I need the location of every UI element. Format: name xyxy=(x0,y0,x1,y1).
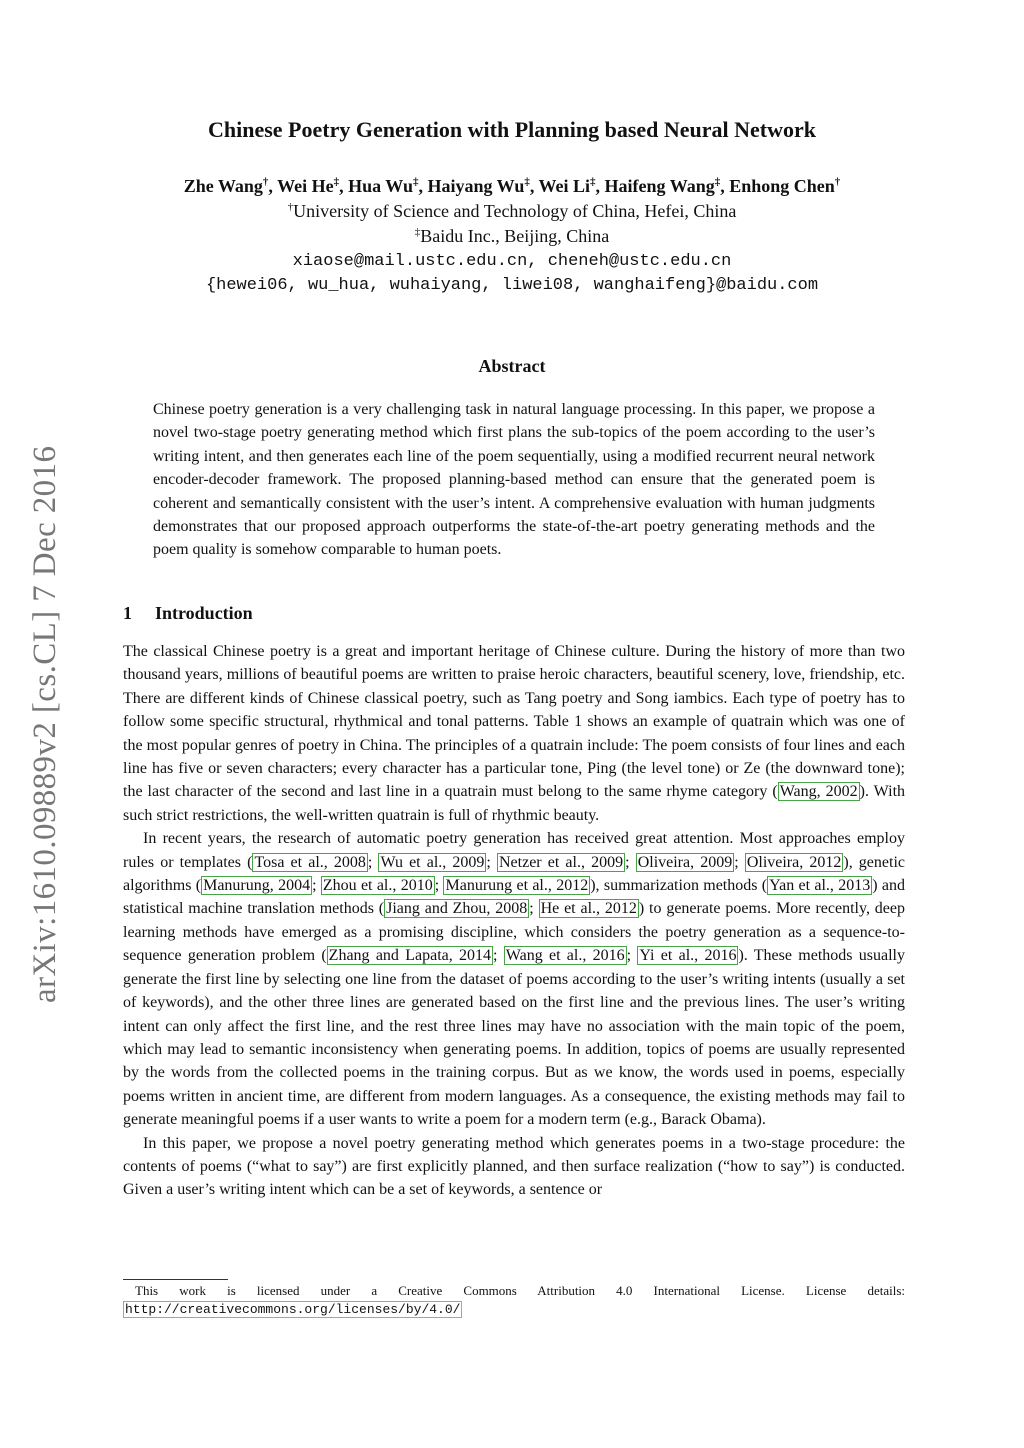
section-title: Introduction xyxy=(155,603,253,623)
affiliation-text: Baidu Inc., Beijing, China xyxy=(420,226,610,246)
license-url-link[interactable]: http://creativecommons.org/licenses/by/4.0/ xyxy=(125,1301,461,1317)
citation-link[interactable]: Zhou et al., 2010 xyxy=(322,877,433,895)
section-number: 1 xyxy=(123,603,132,623)
paragraph-text: ; xyxy=(434,877,444,895)
author-affiliation-mark: † xyxy=(834,176,841,188)
citation-link[interactable]: Oliveira, 2009 xyxy=(637,853,733,871)
citation-link[interactable]: Oliveira, 2012 xyxy=(746,853,842,871)
citation-link[interactable]: Manurung, 2004 xyxy=(203,877,311,895)
affiliation-mark: † xyxy=(287,201,294,213)
author-name: Hua Wu xyxy=(348,176,413,196)
paragraph-text: ) and statistical machine translation methods ( xyxy=(123,877,906,918)
paragraph-text: ), genetic algorithms ( xyxy=(123,853,906,895)
citation-link[interactable]: Wang, 2002 xyxy=(779,783,858,801)
citation-link[interactable]: Wang et al., 2016 xyxy=(505,947,625,965)
citation-link[interactable]: Manurung et al., 2012 xyxy=(445,877,589,895)
author-affiliation-mark: ‡ xyxy=(333,176,340,188)
author-affiliation-mark: ‡ xyxy=(714,176,721,188)
paragraph-text: ; xyxy=(486,853,497,871)
author-affiliation-mark: † xyxy=(262,176,269,188)
author-name: Enhong Chen xyxy=(729,176,835,196)
author-separator: , xyxy=(595,176,605,196)
paragraph-text: The classical Chinese poetry is a great and important heritage of Chinese culture. During the history of more than two thousand years, millions of beautiful poems are written to praise heroic characters, beautiful scenery, love, friendship, etc. There are different kinds of Chinese classical poetry, such as Tang poetry and Song iambics. Each type of poetry has to follow some specific structural, rhythmical and tonal patterns. Table 1 shows an example of quatrain which was one of the most popular genres of poetry in China. The principles of a quatrain include: The poem consists of four lines and each line has five or seven characters; every character has a particular tone, Ping (the level tone) or Ze (the downward tone); the last character of the second and last line in a quatrain must belong to the same rhyme category ( xyxy=(123,643,905,801)
citation-link[interactable]: He et al., 2012 xyxy=(540,900,637,918)
section-heading xyxy=(123,603,253,624)
arxiv-identifier: arXiv:1610.09889v2 [cs.CL] 7 Dec 2016 xyxy=(27,445,63,1003)
citation-link[interactable]: Jiang and Zhou, 2008 xyxy=(386,900,528,918)
paragraph xyxy=(123,640,905,827)
citation-link[interactable]: Wu et al., 2009 xyxy=(380,853,485,871)
citation-link[interactable]: Tosa et al., 2008 xyxy=(254,853,366,871)
author-separator: , xyxy=(418,176,428,196)
paragraph-text: ; xyxy=(312,877,321,895)
paragraph xyxy=(123,1132,905,1202)
author-separator: , xyxy=(529,176,539,196)
affiliation-text: University of Science and Technology of China, Hefei, China xyxy=(293,201,737,221)
paragraph-text: ). With such strict restrictions, the well-written quatrain is full of rhythmic beauty. xyxy=(123,783,906,824)
paragraph-text: ). These methods usually generate the first line by selecting one line from the dataset of poems according to the user’s writing intents (usually a set of keywords), and the other three lines are generated based on the first line and the previous lines. The user’s writing intent can only affect the first line, and the rest three lines may have no association with the main topic of the poem, which may lead to semantic inconsistency when generating poems. In addition, topics of poems are usually represented by the words from the collected poems in the training corpus. But as we know, the words used in poems, especially poems written in ancient time, are different from modern languages. As a consequence, the existing methods may fail to generate meaningful poems if a user wants to write a poem for a modern term (e.g., Barack Obama). xyxy=(123,947,905,1129)
affiliation-ustc xyxy=(0,201,1024,222)
footnote-rule xyxy=(123,1279,228,1280)
email-line-ustc: xiaose@mail.ustc.edu.cn, cheneh@ustc.edu.cn xyxy=(292,252,732,271)
citation-link[interactable]: Netzer et al., 2009 xyxy=(499,853,624,871)
footnote-text: This work is licensed under a Creative Commons Attribution 4.0 International License. License details: xyxy=(135,1283,905,1298)
paragraph-text: ; xyxy=(493,947,504,965)
citation-link[interactable]: Yi et al., 2016 xyxy=(639,947,737,965)
paragraph-text: In this paper, we propose a novel poetry generating method which generates poems in a two-stage procedure: the contents of poems (“what to say”) are first explicitly planned, and then surface realization (“how to say”) is conducted. Given a user’s writing intent which can be a set of keywords, a sentence or xyxy=(123,1134,905,1199)
citation-link[interactable]: Zhang and Lapata, 2014 xyxy=(328,947,492,965)
introduction-body xyxy=(123,640,905,1202)
author-name: Wei He xyxy=(277,176,334,196)
footnote xyxy=(123,1282,905,1318)
paragraph xyxy=(123,827,905,1131)
abstract-heading: Abstract xyxy=(478,356,546,376)
author-name: Haiyang Wu xyxy=(427,176,525,196)
paper-title: Chinese Poetry Generation with Planning based Neural Network xyxy=(207,117,817,142)
author-list xyxy=(0,176,1024,197)
affiliation-mark: ‡ xyxy=(414,226,421,238)
author-name: Haifeng Wang xyxy=(604,176,715,196)
author-affiliation-mark: ‡ xyxy=(412,176,419,188)
author-separator: , xyxy=(268,176,278,196)
author-name: Zhe Wang xyxy=(183,176,263,196)
author-separator: , xyxy=(339,176,349,196)
author-name: Wei Li xyxy=(538,176,591,196)
affiliation-baidu xyxy=(0,226,1024,247)
author-affiliation-mark: ‡ xyxy=(524,176,530,188)
paragraph-text: ; xyxy=(625,853,636,871)
abstract-text: Chinese poetry generation is a very challenging task in natural language processing. In this paper, we propose a novel two-stage poetry generating method which first plans the sub-topics of the poem according to the user’s writing intent, and then generates each line of the poem sequentially, using a modified recurrent neural network encoder-decoder framework. The proposed planning-based method can ensure that the generated poem is coherent and semantically consistent with the user’s intent. A comprehensive evaluation with human judgments demonstrates that our proposed approach outperforms the state-of-the-art poetry generating methods and the poem quality is somehow comparable to human poets. xyxy=(153,401,875,559)
citation-link[interactable]: Yan et al., 2013 xyxy=(769,877,871,895)
paragraph-text: ; xyxy=(734,853,745,871)
author-affiliation-mark: ‡ xyxy=(590,176,596,188)
email-line-baidu: {hewei06, wu_hua, wuhaiyang, liwei08, wanghaifeng}@baidu.com xyxy=(205,276,819,295)
paragraph-text: ; xyxy=(367,853,379,871)
paragraph-text: ; xyxy=(529,900,539,918)
paragraph-text: In recent years, the research of automatic poetry generation has received great attention. Most approaches employ rules or templates ( xyxy=(123,830,905,871)
paragraph-text: ), summarization methods ( xyxy=(590,877,768,895)
author-separator: , xyxy=(720,176,730,196)
paragraph-text: ) to generate poems. More recently, deep learning methods have emerged as a promising discipline, which considers the poetry generation as a sequence-to-sequence generation problem ( xyxy=(123,900,905,965)
paragraph-text: ; xyxy=(626,947,638,965)
